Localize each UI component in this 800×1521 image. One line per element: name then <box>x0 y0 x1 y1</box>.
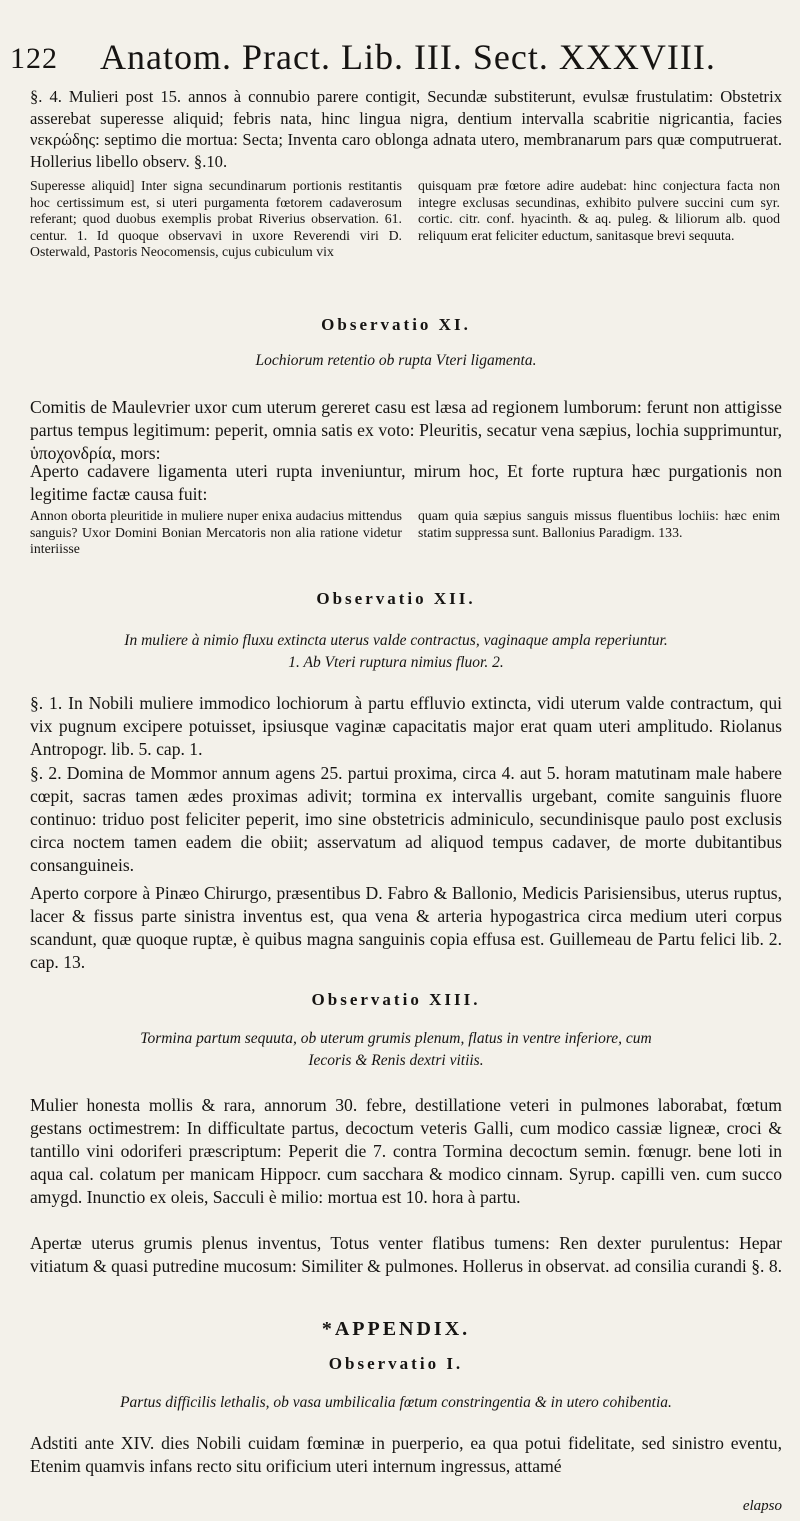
observatio-13-subtitle: Iecoris & Renis dextri vitiis. <box>308 1052 484 1069</box>
observatio-12-section-1: §. 1. In Nobili muliere immodico lochiorum à partu effluvio extincta, vidi uterum valde contractum, qui vix pugnum excipere potuisset, ipsiusque vaginæ capacitatis major erat quam uteri amplitudo. Riolanus Antropogr. lib. 5. cap. 1. <box>30 693 782 759</box>
appendix-observatio-1-heading: Observatio I. <box>328 1354 464 1373</box>
appendix-observatio-1-title: Partus difficilis lethalis, ob vasa umbilicalia fœtum constringentia & in utero cohibentia. <box>120 1394 672 1411</box>
appendix-paragraph-1: Adstiti ante XIV. dies Nobili cuidam fœminæ in puerperio, ea qua potui fidelitate, sed sinistro eventu, Etenim quamvis infans recto situ orificium uteri internum ingressus, attamé <box>30 1433 782 1476</box>
footnote-left-column: Annon oborta pleuritide in muliere nuper enixa audacius mittendus sanguis? Uxor Domini Bonian Mercatoris non alia ratione videtur interiisse <box>30 508 402 557</box>
observatio-11-title: Lochiorum retentio ob rupta Vteri ligamenta. <box>255 352 537 369</box>
running-title: Anatom. Pract. Lib. III. Sect. XXXVIII. <box>100 37 716 77</box>
paragraph-sect4: §. 4. Mulieri post 15. annos à connubio parere contigit, Secundæ substiterunt, evulsæ frustulatim: Obstetrix asserebat superesse aliquid; febris nata, hinc lingua nigra, dentium intervalla scabritie nigricantia, facies νεκρώδης: septimo die mortua: Secta; Inventa caro oblonga adnata utero, membranarum pars quæ computruerat. Hollerius libello observ. §.10. <box>30 87 782 171</box>
observatio-12-title: In muliere à nimio fluxu extincta uterus valde contractus, vaginaque ampla reperiuntur. <box>124 632 668 649</box>
observatio-12-heading: Observatio XII. <box>316 589 476 608</box>
observatio-12-subtitle: 1. Ab Vteri ruptura nimius fluor. 2. <box>288 654 504 671</box>
footnote-right-column: quisquam præ fœtore adire audebat: hinc conjectura facta non integre exclusas secundinas, exhibito pulvere succini cum syr. cortic. citr. conf. hyacinth. & aq. puleg. & liliorum alb. quod reliquum erat feliciter eductum, sanitasque brevi sequuta. <box>418 178 780 243</box>
page-header <box>10 36 782 76</box>
page-number: 122 <box>10 42 58 75</box>
appendix-heading: *APPENDIX. <box>321 1318 471 1340</box>
observatio-11-paragraph-1: Comitis de Maulevrier uxor cum uterum gereret casu est læsa ad regionem lumborum: ferunt non attigisse partus tempus legitimum: peperit, omnia satis ex voto: Pleuritis, secatur vena sæpius, lochia supprimuntur, ὑποχονδρία, mors: <box>30 397 782 463</box>
observatio-12-section-2: §. 2. Domina de Mommor annum agens 25. partui proxima, circa 4. aut 5. horam matutinam male habere cœpit, sacras tamen ædes proximas adivit; tormina ex intervallis urgebant, comite sanguinis fluore continuo: triduo post feliciter peperit, imo sine obstetricis adminiculo, secundinisque paulo post exclusis circa noctem tamen eadem die obiit; asservatum ad aliquod tempus cadaver, de morte dubitantibus consanguineis. <box>30 763 782 875</box>
observatio-13-paragraph-1: Mulier honesta mollis & rara, annorum 30. febre, destillatione veteri in pulmones laborabat, fœtum gestans octimestrem: In difficultate partus, decoctum veteris Galli, cum modico cassiæ ligneæ, croci & tantillo vini odoriferi præscriptum: Peperit die 7. contra Tormina decoctum semin. fœnugr. bene loti in aqua cal. colatum per manicam Hippocr. cum sacchara & modico cinnam. Syrup. capilli ven. cum succo amygd. Inunctio ex oleis, Sacculi è milio: mortua est 10. hora à partu. <box>30 1095 782 1207</box>
observatio-11-paragraph-2: Aperto cadavere ligamenta uteri rupta inveniuntur, mirum hoc, Et forte ruptura hæc purgationis non legitime factæ causa fuit: <box>30 461 782 504</box>
footnote-right-column: quam quia sæpius sanguis missus fluentibus lochiis: hæc enim statim suppressa sunt. Ballonius Paradigm. 133. <box>418 508 780 540</box>
footnote-left-column: Superesse aliquid] Inter signa secundinarum portionis restitantis hoc certissimum est, si uteri purgamenta fœtorem cadaverosum referant; quod duobus exemplis probat Riverius observation. 61. centur. 1. Id quoque observavi in uxore Reverendi viri D. Osterwald, Pastoris Neocomensis, cujus cubiculum vix <box>30 178 402 260</box>
observatio-13-paragraph-2: Apertæ uterus grumis plenus inventus, Totus venter flatibus tumens: Ren dexter purulentus: Hepar vitiatum & quasi putredine mucosum: Similiter & pulmones. Hollerus in observat. ad consilia curandi §. 8. <box>30 1233 783 1276</box>
catchword: elapso <box>742 1498 782 1514</box>
observatio-13-title: Tormina partum sequuta, ob uterum grumis plenum, flatus in ventre inferiore, cum <box>140 1030 652 1047</box>
observatio-12-section-3: Aperto corpore à Pinæo Chirurgo, præsentibus D. Fabro & Ballonio, Medicis Parisiensibus, uterus ruptus, lacer & fissus parte sinistra inventus est, qua vena & arteria hypogastrica circa medium uteri corpus scandunt, quæ quoque ruptæ, è quibus magna sanguinis copia effusa est. Guillemeau de Partu felici lib. 2. cap. 13. <box>30 883 782 972</box>
observatio-13-heading: Observatio XIII. <box>311 990 481 1009</box>
observatio-11-heading: Observatio XI. <box>321 315 471 334</box>
